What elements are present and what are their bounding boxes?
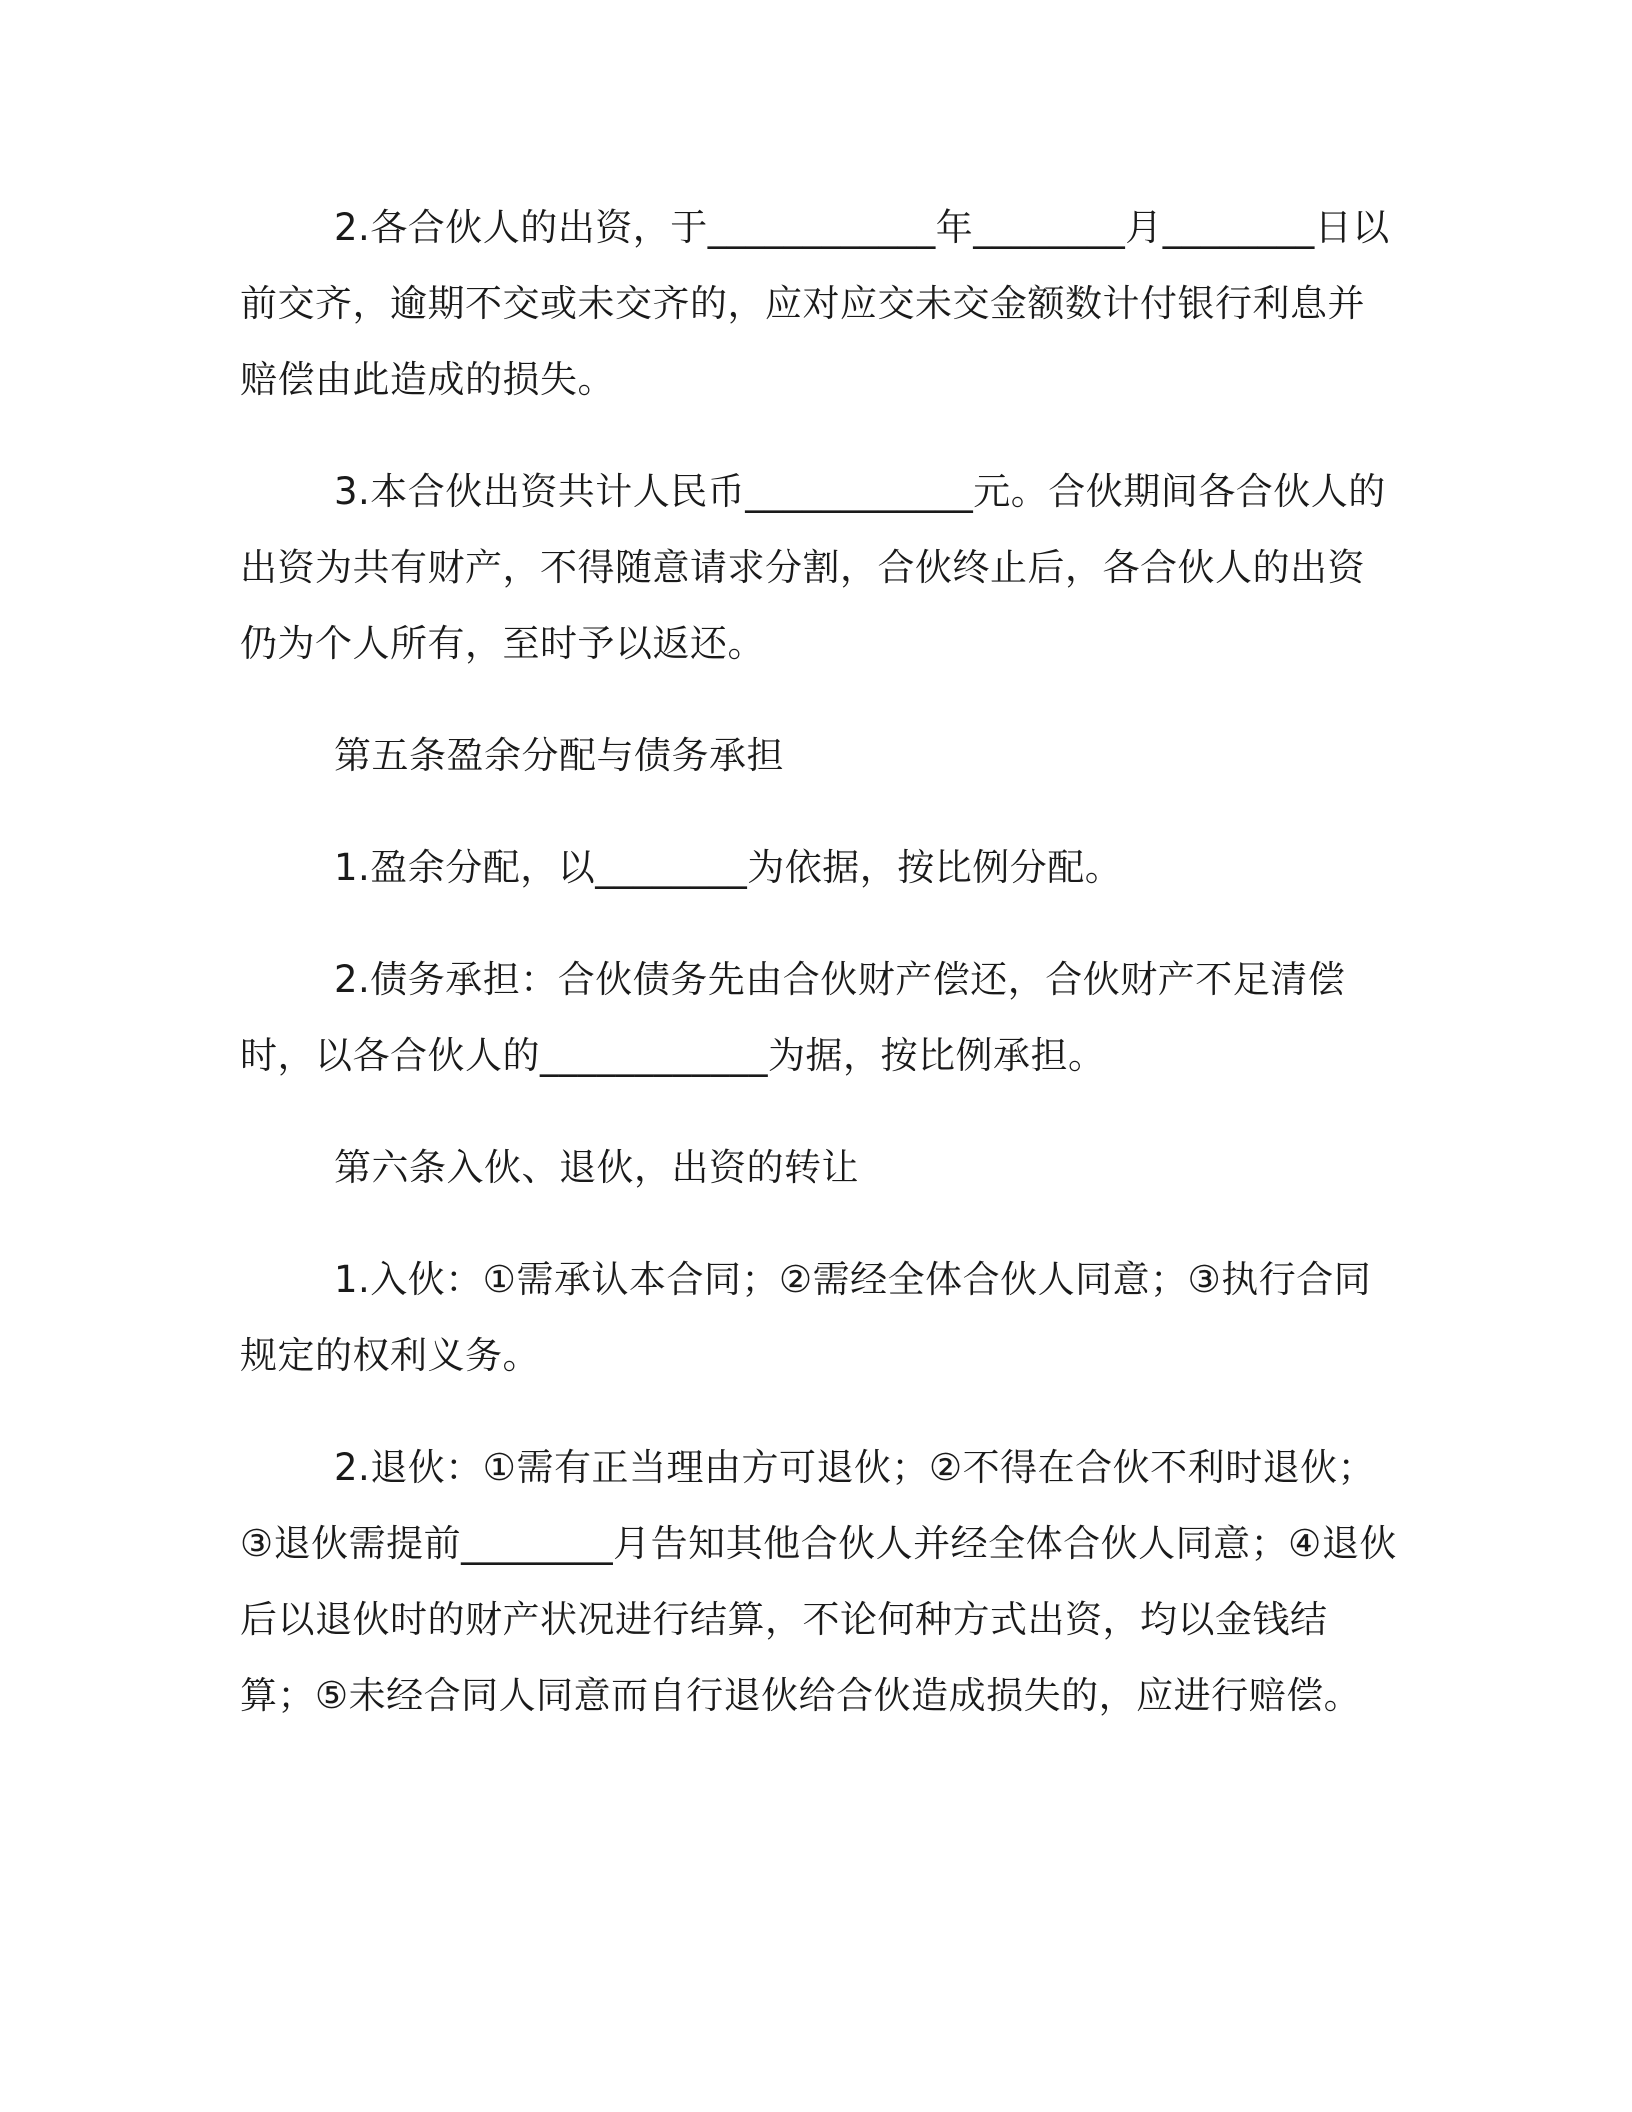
paragraph-profit-distribution: 1.盈余分配，以________为依据，按比例分配。 [334, 846, 1123, 889]
paragraph-total-capital: 3.本合伙出资共计人民币____________元。合伙期间各合伙人的出资为共有财产，不得随意请求分割，合伙终止后，各合伙人的出资仍为个人所有，至时予以返还。 [240, 470, 1386, 665]
paragraph-contribution-deadline: 2.各合伙人的出资，于____________年________月________日以前交齐，逾期不交或未交齐的，应对应交未交金额数计付银行利息并赔偿由此造成的损失。 [240, 206, 1390, 401]
paragraph-debt-bearing: 2.债务承担：合伙债务先由合伙财产偿还，合伙财产不足清偿时，以各合伙人的____________为据，按比例承担。 [240, 958, 1346, 1077]
paragraph-joining: 1.入伙：①需承认本合同；②需经全体合伙人同意；③执行合同规定的权利义务。 [240, 1258, 1372, 1377]
article-6-heading: 第六条入伙、退伙，出资的转让 [334, 1146, 859, 1189]
paragraph-withdrawal: 2.退伙：①需有正当理由方可退伙；②不得在合伙不利时退伙；③退伙需提前________月告知其他合伙人并经全体合伙人同意；④退伙后以退伙时的财产状况进行结算，不论何种方式出资，均以金钱结算；⑤未经合同人同意而自行退伙给合伙造成损失的，应进行赔偿。 [240, 1446, 1397, 1717]
article-5-heading: 第五条盈余分配与债务承担 [334, 734, 784, 777]
document-body [240, 190, 1400, 1770]
